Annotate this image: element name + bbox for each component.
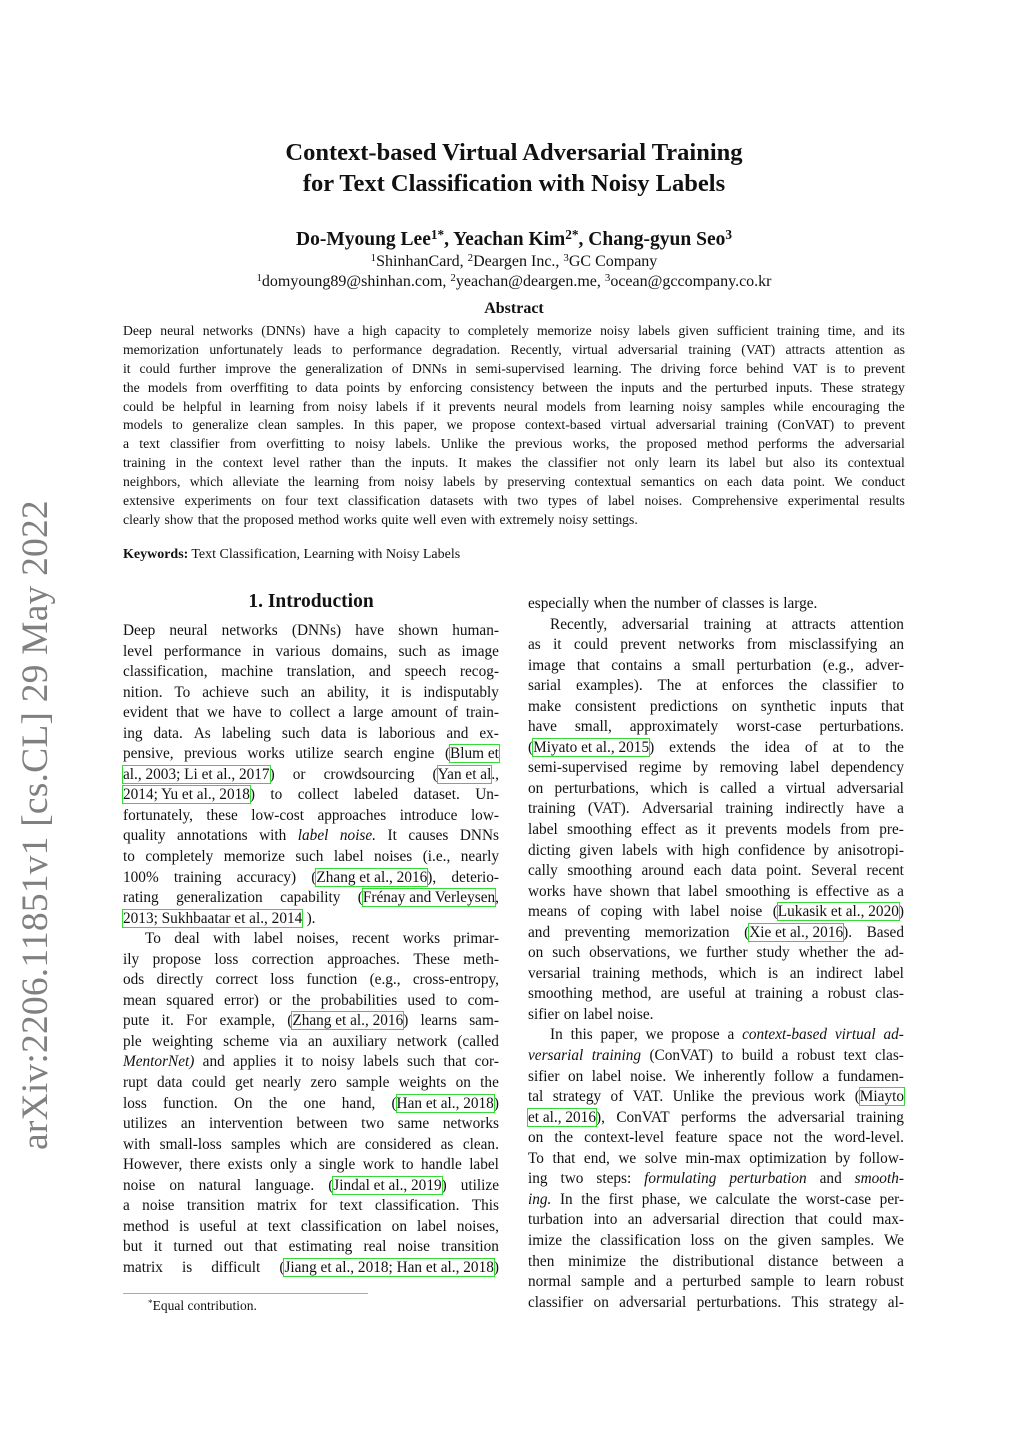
text-line: classification, machine translation, and speech recog- [123,663,499,681]
text-line: matrix is difficult (Jiang et al., 2018; Han et al., 2018) [123,1258,499,1276]
text-line: a text classifier from overfitting to noisy labels. Unlike the previous works, the proposed method performs the adversarial [123,436,905,452]
text-line: To deal with label noises, recent works primar- [145,930,499,948]
text-line: on the context-level feature space not the word-level. [528,1129,904,1147]
text-line: MentorNet) and applies it to noisy labels such that cor- [123,1053,499,1071]
text-line: label smoothing effect as it prevents models from pre- [528,821,904,839]
text-line: level performance in various domains, such as image [123,642,499,660]
text-line: Deep neural networks (DNNs) have a high capacity to completely memorize noisy labels given sufficient training time, and its [123,323,905,338]
text-line: fortunately, these low-cost approaches introduce low- [123,806,499,824]
text-line: and preventing memorization (Xie et al., 2016). Based [528,923,904,941]
text-line: semi-supervised regime by removing label dependency [528,759,904,777]
text-line: it could further improve the generalization of DNNs in semi-supervised learning. The driving force behind VAT is to prevent [123,360,905,376]
citation-link[interactable]: Miayto [859,1088,904,1106]
text-line: training (VAT). Adversarial training indirectly have a [528,800,904,818]
text-line: rating generalization capability (Frénay and Verleysen, [123,889,499,907]
text-line: 2013; Sukhbaatar et al., 2014 ). [123,909,316,927]
citation-link[interactable]: Lukasik et al., 2020 [777,903,899,921]
citation-link[interactable]: Zhang et al., 2016 [292,1012,404,1030]
citation-link[interactable]: Zhang et al., 2016 [316,868,428,886]
text-line: normal sample and a perturbed sample to learn robust [528,1273,904,1291]
text-line: the models from overffiting to data points by enforcing consistency between the inputs and the perturbed inputs. These strategy [123,379,905,395]
citation-link[interactable]: Jindal et al., 2019 [333,1176,442,1194]
text-line: ily propose loss correction approaches. These meth- [123,950,499,968]
text-line: However, there exists only a single work to handle label [123,1156,499,1174]
text-line: quality annotations with label noise. It causes DNNs [123,827,499,845]
citation-link[interactable]: 2014; Yu et al., 2018 [123,786,250,804]
footnote: *Equal contribution. [148,1297,257,1313]
text-line: et al., 2016), ConVAT performs the adversarial training [528,1108,904,1126]
text-line: tal strategy of VAT. Unlike the previous work (Miayto [528,1088,904,1106]
text-line: nition. To achieve such an ability, it is indisputably [123,683,499,701]
affiliations: $^1$ShinhanCard, $^2$Deargen Inc., $^3$GC Company [370,252,658,270]
author-list: Do-Myoung Lee$^{1*}$, Yeachan Kim$^{2*}$, Chang-gyun Seo$^3$ [296,227,732,250]
text-line: ing. In the first phase, we calculate the worst-case per- [528,1190,904,1208]
text-line: pute it. For example, (Zhang et al., 2016) learns sam- [123,1012,499,1030]
paper-title [150,137,878,199]
text-line: means of coping with label noise (Lukasik et al., 2020) [528,903,904,921]
text-line: memorization unfortunately leads to performance degradation. Recently, virtual adversarial training (VAT) attracts attention as [123,341,905,357]
text-line: have small, approximately worst-case perturbations. [528,718,904,736]
text-line: pensive, previous works utilize search engine (Blum et [123,745,499,763]
abstract-body [123,322,905,530]
text-line: Recently, adversarial training at attracts attention [550,615,904,633]
text-line: image that contains a small perturbation (e.g., adver- [528,656,904,674]
text-line: In this paper, we propose a context-based virtual ad- [550,1026,904,1044]
citation-link[interactable]: Yan et al [437,765,492,783]
text-line: method is useful at text classification on label noises, [123,1217,499,1235]
text-line: versarial training methods, which is an indirect label [528,964,904,982]
text-line: classifier on adversarial perturbations. This strategy al- [528,1293,904,1311]
text-line: cally smoothing around each data point. Several recent [528,862,904,880]
footnote-divider [123,1293,368,1294]
text-line: to completely memorize such label noises (i.e., nearly [123,848,499,866]
text-line: on such observations, we further study whether the ad- [528,944,904,962]
text-line: ods directly correct loss function (e.g., cross-entropy, [123,971,499,989]
citation-link[interactable]: Blum et [450,745,499,763]
text-line: Deep neural networks (DNNs) have shown human- [123,622,499,639]
right-column [528,594,904,1313]
text-line: ple weighting scheme via an auxiliary network (called [123,1032,499,1050]
text-line: training in the context level rather than the inputs. It makes the classifier not only learn its label but also its contextual [123,455,905,471]
text-line: then minimize the distributional distance between a [528,1252,904,1270]
text-line: sifier on label noise. We inherently follow a fundamen- [528,1067,904,1085]
text-line: models to generalize clean samples. In this paper, we propose context-based virtual adversarial training (ConVAT) to prevent [123,417,905,433]
citation-link[interactable]: Jiang et al., 2018; Han et al., 2018 [284,1258,494,1276]
text-line: al., 2003; Li et al., 2017) or crowdsourcing (Yan et al., [123,765,499,783]
text-line: neighbors, which alleviate the learning from noisy labels by preserving contextual semantics on each data point. We conduct [123,474,905,490]
title-line: Context-based Virtual Adversarial Training [285,139,743,166]
text-line: 100% training accuracy) (Zhang et al., 2016), deterio- [123,868,499,886]
author-emails: $^1$domyoung89@shinhan.com, $^2$yeachan@deargen.me, $^3$ocean@gccompany.co.kr [256,272,772,290]
text-line: make consistent predictions on synthetic inputs that [528,697,904,715]
text-line: mean squared error) or the probabilities used to com- [123,991,499,1009]
citation-link[interactable]: Xie et al., 2016 [749,923,844,941]
text-line: could be helpful in learning from noisy labels if it prevents neural models from learning noisy samples while encouraging the [123,398,905,414]
text-line: with small-loss samples which are considered as clean. [123,1135,499,1153]
text-line: evident that we have to collect a large amount of train- [123,704,499,722]
text-line: sifier on label noise. [528,1005,654,1023]
text-line: works have shown that label smoothing is effective as a [528,882,904,900]
text-line: extensive experiments on four text classification datasets with two types of label noises. Comprehensive experimental results [123,493,905,509]
keywords-text: Text Classification, Learning with Noisy Labels [191,547,461,562]
citation-link[interactable]: et al., 2016 [528,1108,596,1126]
citation-link[interactable]: 2013; Sukhbaatar et al., 2014 [123,909,303,927]
abstract-heading: Abstract [484,300,544,317]
citation-link[interactable]: al., 2003; Li et al., 2017 [123,765,270,783]
text-line: rupt data could get nearly zero sample weights on the [123,1074,499,1092]
text-line: smoothing method, are useful at training a robust clas- [528,985,904,1003]
text-line: versarial training (ConVAT) to build a robust text clas- [528,1047,904,1065]
arxiv-identifier: arXiv:2206.11851v1 [cs.CL] 29 May 2022 [15,500,56,1150]
title-line: for Text Classification with Noisy Labels [302,170,726,197]
citation-link[interactable]: Miyato et al., 2015 [533,738,650,756]
text-line: turbation into an adversarial direction that could max- [528,1211,904,1229]
text-line: but it turned out that estimating real noise transition [123,1238,499,1256]
citation-link[interactable]: Frénay and Verleysen [362,889,496,907]
text-line: utilizes an intervention between two same networks [123,1115,499,1133]
text-line: ing two steps: formulating perturbation and smooth- [528,1170,904,1188]
text-line: sarial examples). The at enforces the classifier to [528,677,904,695]
text-line: on perturbations, which is called a virtual adversarial [528,779,904,797]
text-line: noise on natural language. (Jindal et al., 2019) utilize [123,1176,499,1194]
keywords-label: Keywords: [123,547,189,562]
text-line: To that end, we solve min-max optimization by follow- [528,1149,904,1167]
keywords [123,547,460,563]
text-line: clearly show that the proposed method works quite well even with extremely noisy settings. [123,511,638,527]
text-line: 2014; Yu et al., 2018) to collect labeled dataset. Un- [123,786,499,804]
citation-link[interactable]: Han et al., 2018 [396,1094,494,1112]
text-line: a noise transition matrix for text classification. This [123,1197,499,1215]
text-line: imize the classification loss on the given samples. We [528,1231,904,1249]
left-column [123,621,499,1279]
text-line: as it could prevent networks from misclassifying an [528,636,904,654]
section-heading-introduction: 1. Introduction [248,591,374,612]
text-line: dicting given labels with high confidence by anisotropi- [528,841,904,859]
text-line: loss function. On the one hand, (Han et al., 2018) [123,1094,499,1112]
text-line: (Miyato et al., 2015) extends the idea of at to the [528,738,904,756]
text-line: ing data. As labeling such data is laborious and ex- [123,724,499,742]
text-line: especially when the number of classes is large. [528,595,818,612]
